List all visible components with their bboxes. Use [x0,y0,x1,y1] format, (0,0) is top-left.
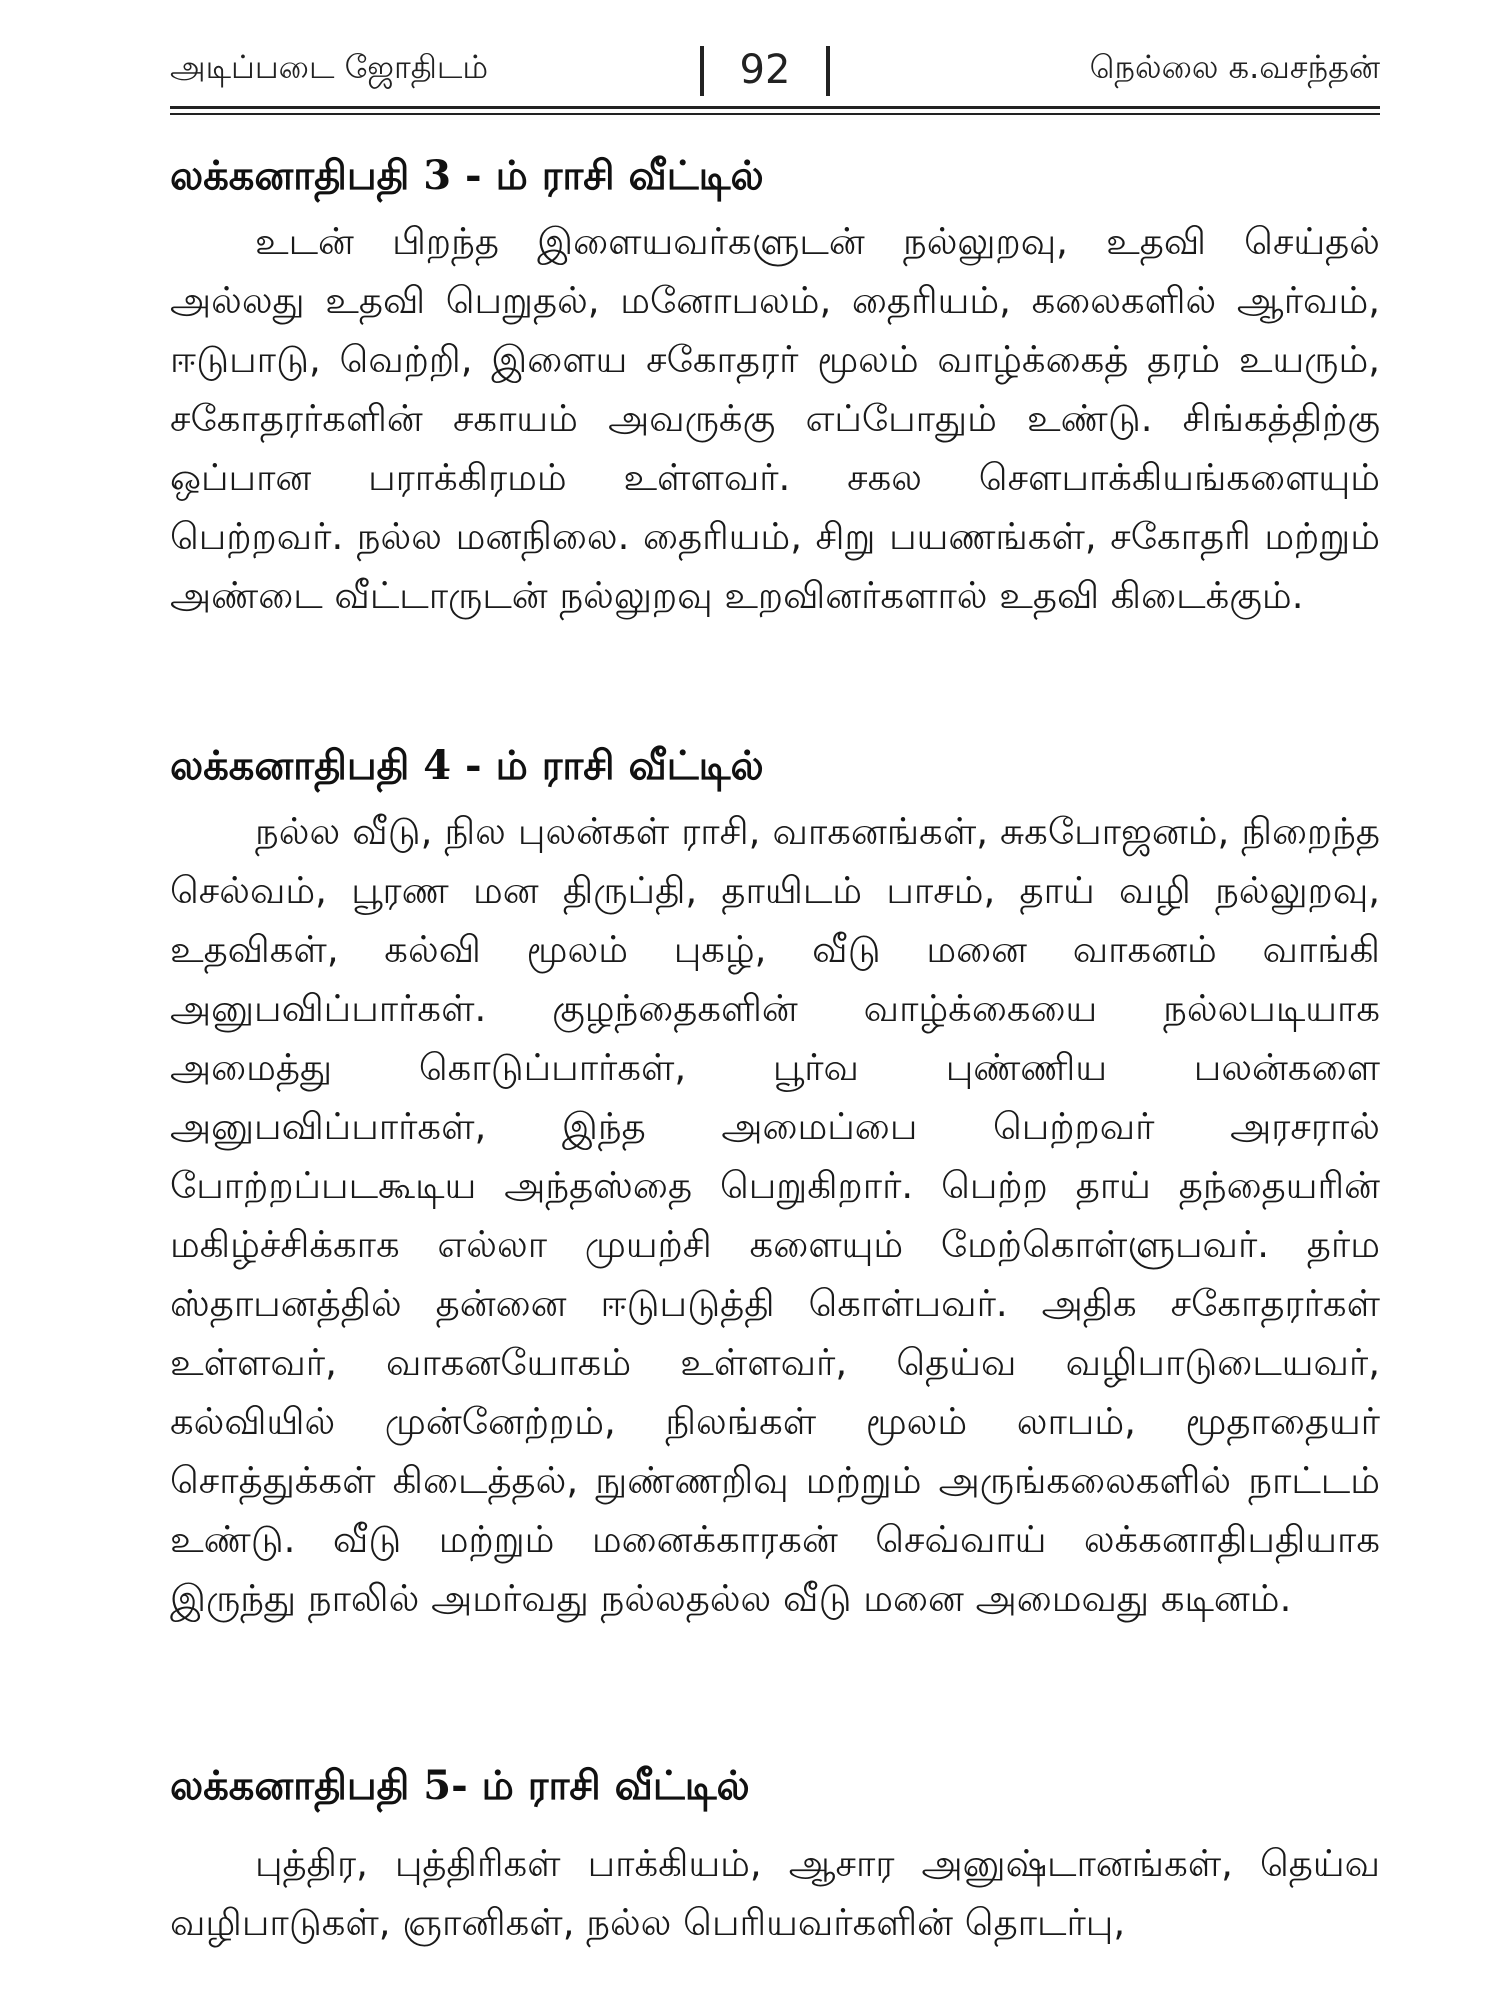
header-rule-bottom [170,113,1380,115]
book-title: அடிப்படை ஜோதிடம் [170,48,489,86]
section-lagna-lord-in-3rd-house [170,140,1380,730]
section-lagna-lord-in-4th-house [170,730,1380,1750]
section-lagna-lord-in-5th-house [170,1750,1380,1952]
section-paragraph: புத்திர, புத்திரிகள் பாக்கியம், ஆசார அனுஷ்டானங்கள், தெய்வ வழிபாடுகள், ஞானிகள், நல்ல பெரியவர்களின் தொடர்பு, [170,1842,1380,1944]
section-paragraph: நல்ல வீடு, நில புலன்கள் ராசி, வாகனங்கள், சுகபோஜனம், நிறைந்த செல்வம், பூரண மன திருப்தி, தாயிடம் பாசம், தாய் வழி நல்லுறவு, உதவிகள், கல்வி மூலம் புகழ், வீடு மனை வாகனம் வாங்கி அனுபவிப்பார்கள். குழந்தைகளின் வாழ்க்கையை நல்லபடியாக அமைத்து கொடுப்பார்கள், பூர்வ புண்ணிய பலன்களை அனுபவிப்பார்கள், இந்த அமைப்பை பெற்றவர் அரசரால் போற்றப்படகூடிய அந்தஸ்தை பெறுகிறார். பெற்ற தாய் தந்தையரின் மகிழ்ச்சிக்காக எல்லா முயற்சி களையும் மேற்கொள்ளுபவர். தர்ம ஸ்தாபனத்தில் தன்னை ஈடுபடுத்தி கொள்பவர். அதிக சகோதரர்கள் உள்ளவர், வாகனயோகம் உள்ளவர், தெய்வ வழிபாடுடையவர், கல்வியில் முன்னேற்றம், நிலங்கள் மூலம் லாபம், மூதாதையர் சொத்துக்கள் கிடைத்தல், நுண்ணறிவு மற்றும் அருங்கலைகளில் நாட்டம் உண்டு. வீடு மற்றும் மனைக்காரகன் செவ்வாய் லக்கனாதிபதியாக இருந்து நாலில் அமர்வது நல்லதல்ல வீடு மனை அமைவது கடினம். [170,810,1380,1620]
author-name: நெல்லை க.வசந்தன் [1089,48,1380,86]
section-heading: லக்கனாதிபதி 4 - ம் ராசி வீட்டில் [170,742,764,789]
running-header [170,40,1380,100]
section-heading: லக்கனாதிபதி 3 - ம் ராசி வீட்டில் [170,152,764,199]
page-content [170,140,1380,1952]
section-paragraph: உடன் பிறந்த இளையவர்களுடன் நல்லுறவு, உதவி செய்தல் அல்லது உதவி பெறுதல், மனோபலம், தைரியம், கலைகளில் ஆர்வம், ஈடுபாடு, வெற்றி, இளைய சகோதரர் மூலம் வாழ்க்கைத் தரம் உயரும், சகோதரர்களின் சகாயம் அவருக்கு எப்போதும் உண்டு. சிங்கத்திற்கு ஒப்பான பராக்கிரமம் உள்ளவர். சகல சௌபாக்கியங்களையும் பெற்றவர். நல்ல மனநிலை. தைரியம், சிறு பயணங்கள், சகோதரி மற்றும் அண்டை வீட்டாருடன் நல்லுறவு உறவினர்களால் உதவி கிடைக்கும். [170,220,1380,617]
header-rule-top [170,106,1380,109]
section-heading: லக்கனாதிபதி 5- ம் ராசி வீட்டில் [170,1762,750,1809]
page-number: 92 [700,40,830,100]
